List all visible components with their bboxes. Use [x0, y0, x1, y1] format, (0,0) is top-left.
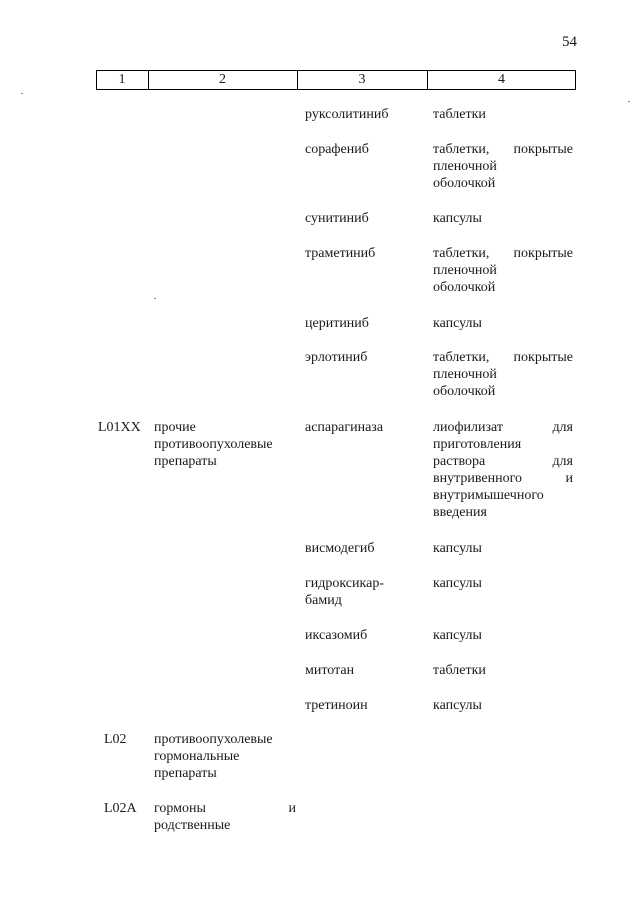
form-line: пленочной	[433, 263, 497, 278]
dosage-form: капсулы	[433, 576, 482, 591]
dosage-form: капсулы	[433, 698, 482, 713]
form-line	[433, 141, 573, 158]
drug-name	[305, 575, 425, 609]
word: таблетки,	[433, 350, 490, 365]
drug-name-line: гидроксикар-	[305, 576, 384, 591]
dosage-form	[433, 419, 573, 521]
header-col-4: 4	[498, 72, 505, 87]
form-line: внутримышечного	[433, 488, 544, 503]
header-col-1: 1	[118, 72, 126, 87]
atc-code: L02A	[104, 801, 137, 816]
word: гормоны	[154, 801, 206, 816]
atc-code: L02	[104, 732, 127, 747]
drug-name: аспарагиназа	[305, 420, 384, 435]
dosage-form	[433, 141, 573, 192]
dosage-form	[433, 349, 573, 400]
word: таблетки,	[433, 246, 490, 261]
group-name-line: прочие	[154, 420, 196, 435]
word: лиофилизат	[433, 420, 504, 435]
word: для	[552, 420, 573, 435]
dosage-form: капсулы	[433, 316, 482, 331]
word: таблетки,	[433, 142, 490, 157]
dosage-form: таблетки	[433, 663, 486, 678]
scan-speck	[628, 101, 630, 102]
group-name-line	[154, 800, 296, 817]
scan-speck	[21, 93, 23, 94]
group-name-line: противоопухолевые	[154, 437, 273, 452]
word: раствора	[433, 454, 486, 469]
word: покрытые	[513, 350, 573, 365]
group-name-line: родственные	[154, 818, 231, 833]
drug-name: эрлотиниб	[305, 350, 368, 365]
form-line	[433, 419, 573, 436]
drug-name: сорафениб	[305, 142, 369, 157]
word: внутривенного	[433, 471, 523, 486]
group-name	[154, 731, 296, 782]
word: и	[565, 471, 573, 486]
form-line	[433, 245, 573, 262]
dosage-form	[433, 245, 573, 296]
header-col-3: 3	[358, 72, 366, 87]
form-line: пленочной	[433, 159, 497, 174]
drug-name: митотан	[305, 663, 355, 678]
word: покрытые	[513, 142, 573, 157]
word: покрытые	[513, 246, 573, 261]
page-number: 54	[562, 34, 577, 50]
form-line: приготовления	[433, 437, 522, 452]
dosage-form: таблетки	[433, 107, 486, 122]
scan-speck	[154, 298, 156, 299]
group-name	[154, 800, 296, 834]
drug-name: иксазомиб	[305, 628, 368, 643]
drug-name: сунитиниб	[305, 211, 369, 226]
form-line: оболочкой	[433, 280, 496, 295]
form-line: оболочкой	[433, 176, 496, 191]
header-col-2: 2	[219, 72, 226, 87]
dosage-form: капсулы	[433, 628, 482, 643]
word: для	[552, 454, 573, 469]
form-line: пленочной	[433, 367, 497, 382]
group-name-line: гормональные	[154, 749, 240, 764]
form-line: введения	[433, 505, 487, 520]
atc-code: L01XX	[98, 420, 141, 435]
group-name-line: противоопухолевые	[154, 732, 273, 747]
dosage-form: капсулы	[433, 541, 482, 556]
form-line: оболочкой	[433, 384, 496, 399]
group-name-line: препараты	[154, 454, 217, 469]
word: и	[288, 801, 296, 816]
drug-name: руксолитиниб	[305, 107, 389, 122]
form-line	[433, 470, 573, 487]
drug-name-line: бамид	[305, 593, 342, 608]
form-line	[433, 349, 573, 366]
group-name	[154, 419, 296, 470]
drug-name: церитиниб	[305, 316, 369, 331]
drug-name: третиноин	[305, 698, 368, 713]
form-line	[433, 453, 573, 470]
drug-name: траметиниб	[305, 246, 376, 261]
group-name-line: препараты	[154, 766, 217, 781]
drug-name: висмодегиб	[305, 541, 375, 556]
dosage-form: капсулы	[433, 211, 482, 226]
table-header	[96, 70, 576, 90]
